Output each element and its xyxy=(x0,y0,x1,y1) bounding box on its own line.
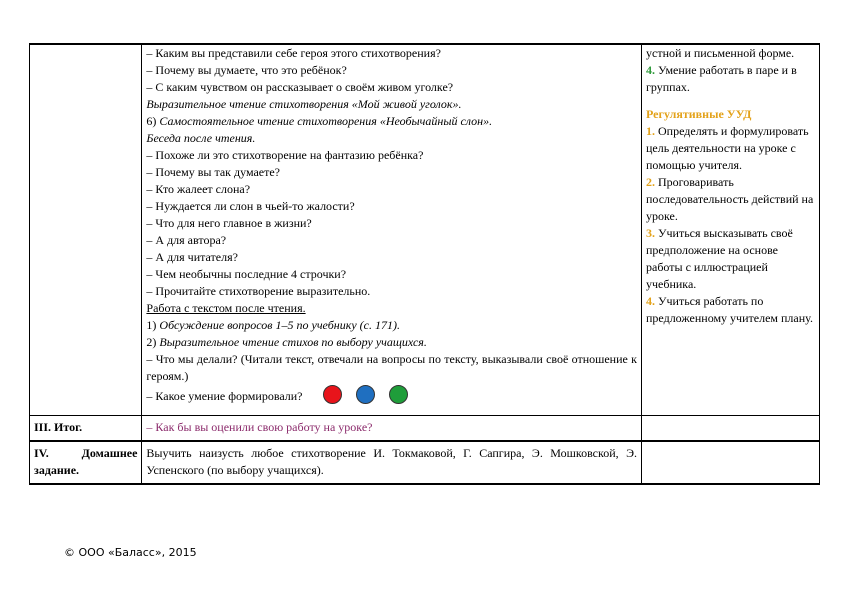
uud-cell xyxy=(642,416,820,442)
regulative-uud-title: Регулятивные УУД xyxy=(646,107,752,121)
uud-item-number: 3. xyxy=(646,226,655,240)
independent-reading-line xyxy=(146,113,637,130)
question-line: – Каким вы представили себе героя этого стихотворения? xyxy=(146,46,441,60)
question-line: – Прочитайте стихотворение выразительно. xyxy=(146,284,371,298)
uud-item-number: 4. xyxy=(646,294,655,308)
uud-item xyxy=(646,123,815,174)
question-line: – Почему вы так думаете? xyxy=(146,165,280,179)
uud-continued-line: устной и письменной форме. xyxy=(646,46,795,60)
uud-item-text: Учиться работать по предложенному учителем плану. xyxy=(646,294,813,325)
question-line: – Чем необычны последние 4 строчки? xyxy=(146,267,347,281)
result-question: – Как бы вы оценили свою работу на уроке? xyxy=(146,420,373,434)
stage-title: III. Итог. xyxy=(34,420,83,434)
uud-cell xyxy=(642,44,820,416)
question-line: – Почему вы думаете, что это ребёнок? xyxy=(146,63,347,77)
stage-cell xyxy=(30,416,142,442)
skill-question: – Какое умение формировали? xyxy=(146,389,303,403)
uud-item-text: Проговаривать последовательность действий на уроке. xyxy=(646,175,814,223)
question-line: – А для автора? xyxy=(146,233,227,247)
stage-word: задание. xyxy=(34,463,80,477)
lesson-table xyxy=(29,43,820,485)
step-number: 1) xyxy=(146,318,160,332)
work-with-text-title: Работа с текстом после чтения. xyxy=(146,301,306,315)
step-line xyxy=(146,334,637,351)
stage-word: Домашнее xyxy=(81,446,138,460)
color-circles xyxy=(323,385,422,409)
step-line xyxy=(146,317,637,334)
main-content-cell xyxy=(142,441,642,484)
uud-item-text: Умение работать в паре и в группах. xyxy=(646,63,797,94)
table-row xyxy=(30,44,820,416)
stage-cell xyxy=(30,44,142,416)
uud-item-number: 2. xyxy=(646,175,655,189)
blue-circle-icon xyxy=(356,385,375,404)
table-row xyxy=(30,416,820,442)
skill-question-line xyxy=(146,385,637,409)
expressive-reading-line: Выразительное чтение стихотворения «Мой живой уголок». xyxy=(146,97,462,111)
question-line: – С каким чувством он рассказывает о своём живом уголке? xyxy=(146,80,454,94)
copyright-footer: © ООО «Баласс», 2015 xyxy=(64,546,197,559)
question-line: – Нуждается ли слон в чьей-то жалости? xyxy=(146,199,355,213)
main-content-cell xyxy=(142,416,642,442)
question-line: – Кто жалеет слона? xyxy=(146,182,251,196)
uud-item-text: Учиться высказывать своё предположение на основе работы с иллюстрацией учебника. xyxy=(646,226,793,291)
after-reading-title: Беседа после чтения. xyxy=(146,131,256,145)
step-number: 2) xyxy=(146,335,160,349)
step-text: Выразительное чтение стихов по выбору учащихся. xyxy=(159,335,427,349)
uud-item-number: 4. xyxy=(646,63,655,77)
main-content-cell xyxy=(142,44,642,416)
homework-text: Выучить наизусть любое стихотворение И. Токмаковой, Г. Сапгира, Э. Мошковской, Э. Успенского (по выбору учащихся). xyxy=(146,446,637,477)
table-row xyxy=(30,441,820,484)
summary-question: – Что мы делали? (Читали текст, отвечали на вопросы по тексту, выказывали своё отношение к героям.) xyxy=(146,352,637,383)
stage-cell xyxy=(30,441,142,484)
step-text: Обсуждение вопросов 1–5 по учебнику (с. 171). xyxy=(159,318,400,332)
step-number: 6) xyxy=(146,114,160,128)
question-line: – А для читателя? xyxy=(146,250,238,264)
red-circle-icon xyxy=(323,385,342,404)
uud-cell xyxy=(642,441,820,484)
stage-number: IV. xyxy=(34,446,49,460)
step-text: Самостоятельное чтение стихотворения «Необычайный слон». xyxy=(159,114,493,128)
uud-item xyxy=(646,62,815,96)
question-line: – Похоже ли это стихотворение на фантазию ребёнка? xyxy=(146,148,424,162)
uud-item xyxy=(646,174,815,225)
uud-item-text: Определять и формулировать цель деятельности на уроке с помощью учителя. xyxy=(646,124,809,172)
uud-item-number: 1. xyxy=(646,124,655,138)
stage-title xyxy=(34,445,137,462)
uud-item xyxy=(646,225,815,293)
uud-item xyxy=(646,293,815,327)
question-line: – Что для него главное в жизни? xyxy=(146,216,312,230)
green-circle-icon xyxy=(389,385,408,404)
